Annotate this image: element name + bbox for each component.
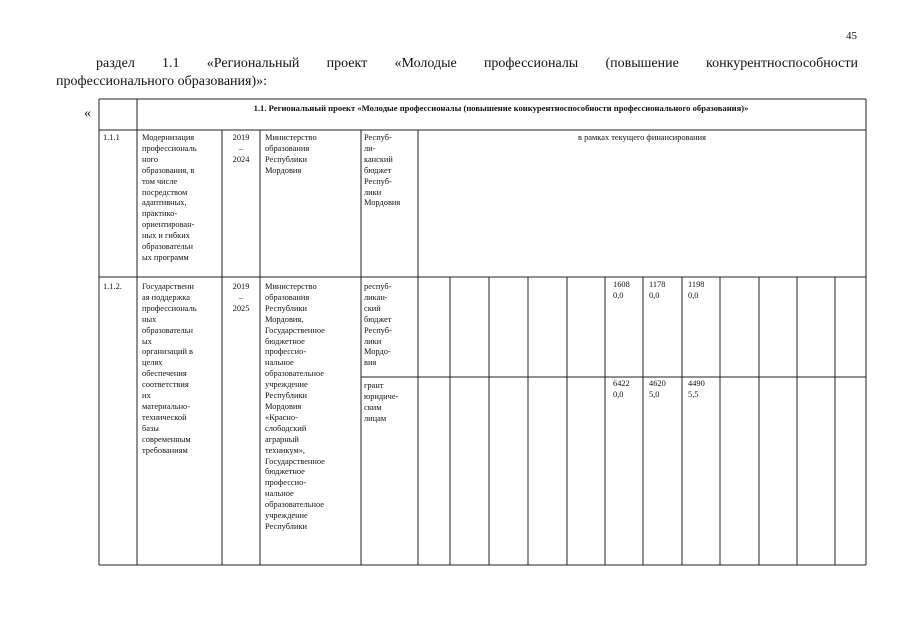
cell-line: нальное [265, 489, 294, 499]
cell-line: учреждение [265, 380, 308, 390]
cell-line: – [238, 292, 244, 302]
cell-line: 0,0 [688, 290, 699, 300]
cell-line: юридиче- [364, 391, 399, 401]
page-number: 45 [846, 30, 857, 42]
cell-line: 2019 [232, 282, 250, 291]
cell-line: Мордовия [265, 165, 302, 175]
row1-funding-source [364, 133, 416, 209]
cell-line: адаптивных, [142, 198, 187, 208]
cell-line: 1198 [688, 280, 705, 289]
row2-grant-value-1 [613, 379, 630, 401]
cell-line: профессио- [265, 347, 307, 357]
cell-line: бюджет [364, 165, 392, 175]
row2-budget-value-1 [613, 280, 630, 302]
cell-line: их [142, 391, 151, 401]
cell-line: ного [142, 154, 159, 164]
row1-years [223, 133, 259, 166]
cell-line: респуб- [364, 282, 392, 291]
cell-line: Республики [265, 154, 308, 164]
cell-line: учреждение [265, 511, 308, 521]
row2-years [223, 282, 259, 315]
cell-line: Мордо- [364, 347, 391, 357]
row1-measure-name [142, 133, 219, 264]
cell-line: бюджет [364, 314, 392, 324]
intro-word: конкурентноспособности [706, 56, 858, 71]
intro-word: раздел [96, 56, 135, 71]
cell-line: слободский [265, 423, 307, 433]
cell-line: ных и гибких [142, 231, 190, 241]
row2-budget-value-2 [649, 280, 665, 302]
cell-line: образования [265, 143, 310, 153]
cell-line: образовательное [265, 369, 325, 379]
cell-line: канский [364, 154, 393, 164]
cell-line: ных [142, 314, 157, 324]
cell-line: посредством [142, 187, 188, 197]
cell-line: Респуб- [364, 176, 392, 186]
cell-line: ориентирован- [142, 220, 195, 230]
cell-line: требованиям [142, 445, 188, 455]
cell-line: образования, в [142, 165, 195, 175]
cell-line: ая поддержка [142, 292, 190, 302]
cell-line: нальное [265, 358, 294, 368]
cell-line: технической [142, 412, 187, 422]
cell-line: организаций в [142, 347, 194, 357]
cell-line: лицам [364, 413, 387, 423]
intro-word: (повышение [605, 56, 679, 71]
cell-line: том числе [142, 176, 178, 186]
cell-line: Мордовия [265, 401, 302, 411]
cell-line: 1178 [649, 280, 666, 289]
cell-line: профессиональ [142, 303, 197, 313]
cell-line: ликан- [364, 292, 388, 302]
cell-line: 4620 [649, 379, 666, 388]
cell-line: образования [265, 292, 310, 302]
row2-grant-value-3 [688, 379, 705, 401]
cell-line: 1608 [613, 280, 630, 289]
row2-grant-value-2 [649, 379, 666, 401]
cell-line: ли- [364, 143, 376, 153]
cell-line: 6422 [613, 379, 630, 388]
row2-executor [265, 282, 359, 533]
row2-budget-value-3 [688, 280, 704, 302]
cell-line: 2019 [232, 133, 250, 142]
intro-word: «Молодые [394, 56, 457, 71]
cell-line: Министерство [265, 133, 317, 142]
cell-line: 5,5 [688, 389, 699, 399]
cell-line: базы [142, 423, 159, 433]
cell-line: целях [142, 358, 163, 368]
cell-line: 0,0 [649, 290, 660, 300]
cell-line: Респуб- [364, 133, 392, 142]
row1-number: 1.1.1 [103, 133, 120, 142]
cell-line: аграрный [265, 434, 299, 444]
cell-line: образовательн [142, 325, 194, 335]
row2-funding-source-budget [364, 282, 416, 369]
cell-line: Республики [265, 303, 308, 313]
cell-line: Модернизация [142, 133, 195, 142]
cell-line: 0,0 [613, 290, 624, 300]
cell-line: грант [364, 381, 384, 390]
intro-line-2: профессионального образования)»: [56, 74, 268, 89]
cell-line: техникум», [265, 445, 306, 455]
cell-line: «Красно- [265, 412, 298, 422]
cell-line: образовательное [265, 500, 325, 510]
cell-line: – [238, 143, 244, 153]
cell-line: Мордовия, [265, 314, 304, 324]
cell-line: ых [142, 336, 152, 346]
intro-word: проект [326, 56, 368, 71]
row2-measure-name [142, 282, 219, 457]
cell-line: вия [364, 358, 377, 368]
row1-financing-note: в рамках текущего финансирования [578, 133, 706, 142]
row2-number: 1.1.2. [103, 282, 122, 291]
intro-word: профессионалы [483, 56, 579, 71]
opening-quote: « [84, 106, 91, 121]
cell-line: профессиональ [142, 143, 197, 153]
cell-line: 4490 [688, 379, 705, 388]
cell-line: 2024 [232, 154, 250, 164]
intro-word: «Региональный [206, 56, 300, 71]
cell-line: обеспечения [142, 369, 187, 379]
cell-line: лики [364, 336, 382, 346]
cell-line: Республики [265, 521, 308, 531]
cell-line: Министерство [265, 282, 317, 291]
cell-line: 0,0 [613, 389, 624, 399]
cell-line: 5,0 [649, 389, 660, 399]
table-header: 1.1. Региональный проект «Молодые профессионалы (повышение конкурентноспособности профессионального образования)» [253, 103, 749, 113]
cell-line: Республики [265, 391, 308, 401]
cell-line: Государственное [265, 325, 325, 335]
cell-line: материально- [142, 401, 191, 411]
row2-funding-source-grant [364, 381, 416, 425]
cell-line: бюджетное [265, 336, 305, 346]
cell-line: лики [364, 187, 382, 197]
cell-line: Мордовия [364, 198, 401, 208]
cell-line: профессио- [265, 478, 307, 488]
row1-executor [265, 133, 359, 177]
cell-line: ским [364, 402, 382, 412]
cell-line: Государственное [265, 456, 325, 466]
cell-line: бюджетное [265, 467, 305, 477]
cell-line: образовательн [142, 242, 194, 252]
intro-word: 1.1 [162, 56, 180, 71]
cell-line: ский [364, 303, 381, 313]
cell-line: Респуб- [364, 325, 392, 335]
cell-line: современным [142, 434, 191, 444]
cell-line: практико- [142, 209, 178, 219]
cell-line: 2025 [232, 303, 250, 313]
cell-line: соответствия [142, 380, 189, 390]
cell-line: ых программ [142, 252, 189, 262]
cell-line: Государственн [142, 282, 194, 291]
